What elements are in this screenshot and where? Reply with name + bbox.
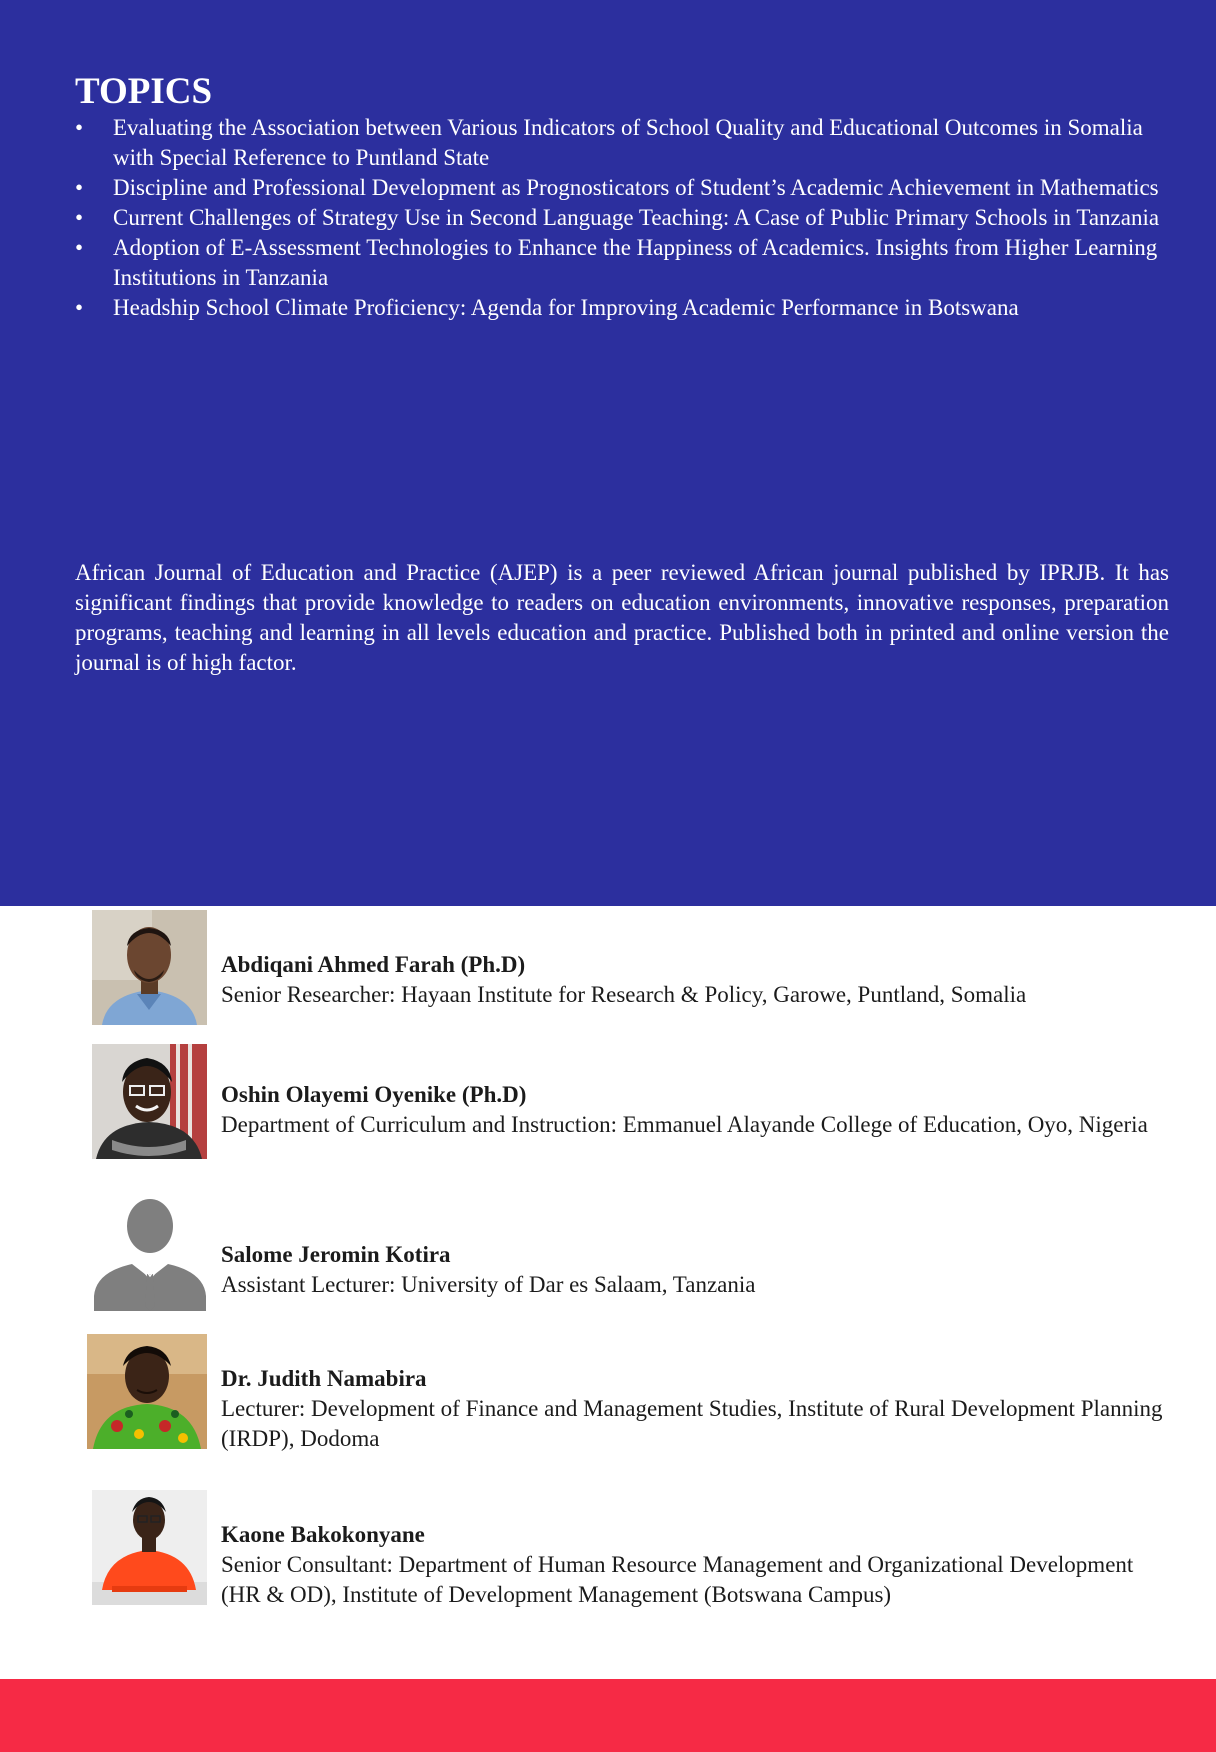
topic-text: Discipline and Professional Development as Prognosticators of Student’s Academic Achievement in Mathematics bbox=[113, 175, 1159, 200]
topic-text: Adoption of E-Assessment Technologies to Enhance the Happiness of Academics. Insights from Higher Learning Institutions in Tanzania bbox=[113, 235, 1158, 290]
bullet-icon: • bbox=[75, 235, 84, 260]
author-info bbox=[221, 1080, 1171, 1140]
bullet-icon: • bbox=[75, 205, 84, 230]
topic-item bbox=[75, 113, 1169, 173]
topics-list bbox=[75, 113, 1169, 323]
bullet-icon: • bbox=[75, 115, 84, 140]
portrait-woman-icon bbox=[87, 1334, 207, 1449]
bullet-icon: • bbox=[75, 175, 84, 200]
author-name: Kaone Bakokonyane bbox=[221, 1522, 425, 1547]
portrait-woman-icon bbox=[92, 1044, 207, 1159]
author-info bbox=[221, 1240, 1171, 1300]
topic-text: Current Challenges of Strategy Use in Second Language Teaching: A Case of Public Primary Schools in Tanzania bbox=[113, 205, 1160, 230]
author-name: Abdiqani Ahmed Farah (Ph.D) bbox=[221, 952, 526, 977]
topic-item bbox=[75, 293, 1169, 323]
author-affiliation: Department of Curriculum and Instruction: Emmanuel Alayande College of Education, Oyo, Nigeria bbox=[221, 1112, 1148, 1137]
author-photo bbox=[87, 1334, 207, 1449]
author-name: Oshin Olayemi Oyenike (Ph.D) bbox=[221, 1082, 527, 1107]
author-name: Dr. Judith Namabira bbox=[221, 1366, 427, 1391]
portrait-woman-icon bbox=[92, 1490, 207, 1605]
author-photo bbox=[92, 1196, 207, 1311]
author-photo bbox=[92, 910, 207, 1025]
topic-text: Headship School Climate Proficiency: Agenda for Improving Academic Performance in Botswana bbox=[113, 295, 1019, 320]
author-info bbox=[221, 1520, 1171, 1610]
footer-band bbox=[0, 1679, 1216, 1752]
author-photo bbox=[92, 1044, 207, 1159]
author-affiliation: Senior Researcher: Hayaan Institute for Research & Policy, Garowe, Puntland, Somalia bbox=[221, 982, 1027, 1007]
bullet-icon: • bbox=[75, 295, 84, 320]
topic-item bbox=[75, 203, 1169, 233]
topic-item bbox=[75, 173, 1169, 203]
journal-description: African Journal of Education and Practice (AJEP) is a peer reviewed African journal published by IPRJB. It has significant findings that provide knowledge to readers on education environments, innovative responses, preparation programs, teaching and learning in all levels education and practice. Published both in printed and online version the journal is of high factor. bbox=[75, 560, 1169, 675]
topic-item bbox=[75, 233, 1169, 293]
portrait-man-icon bbox=[92, 910, 207, 1025]
author-affiliation: Assistant Lecturer: University of Dar es Salaam, Tanzania bbox=[221, 1272, 756, 1297]
author-info bbox=[221, 1364, 1171, 1454]
avatar-placeholder-icon bbox=[92, 1196, 207, 1311]
author-affiliation: Lecturer: Development of Finance and Management Studies, Institute of Rural Development Planning (IRDP), Dodoma bbox=[221, 1396, 1163, 1451]
topics-heading: TOPICS bbox=[75, 71, 213, 112]
topic-text: Evaluating the Association between Various Indicators of School Quality and Educational Outcomes in Somalia with Special Reference to Puntland State bbox=[113, 115, 1143, 170]
author-affiliation: Senior Consultant: Department of Human Resource Management and Organizational Development (HR & OD), Institute of Development Management (Botswana Campus) bbox=[221, 1552, 1134, 1607]
author-photo bbox=[92, 1490, 207, 1605]
author-info bbox=[221, 950, 1171, 1010]
author-name: Salome Jeromin Kotira bbox=[221, 1242, 451, 1267]
